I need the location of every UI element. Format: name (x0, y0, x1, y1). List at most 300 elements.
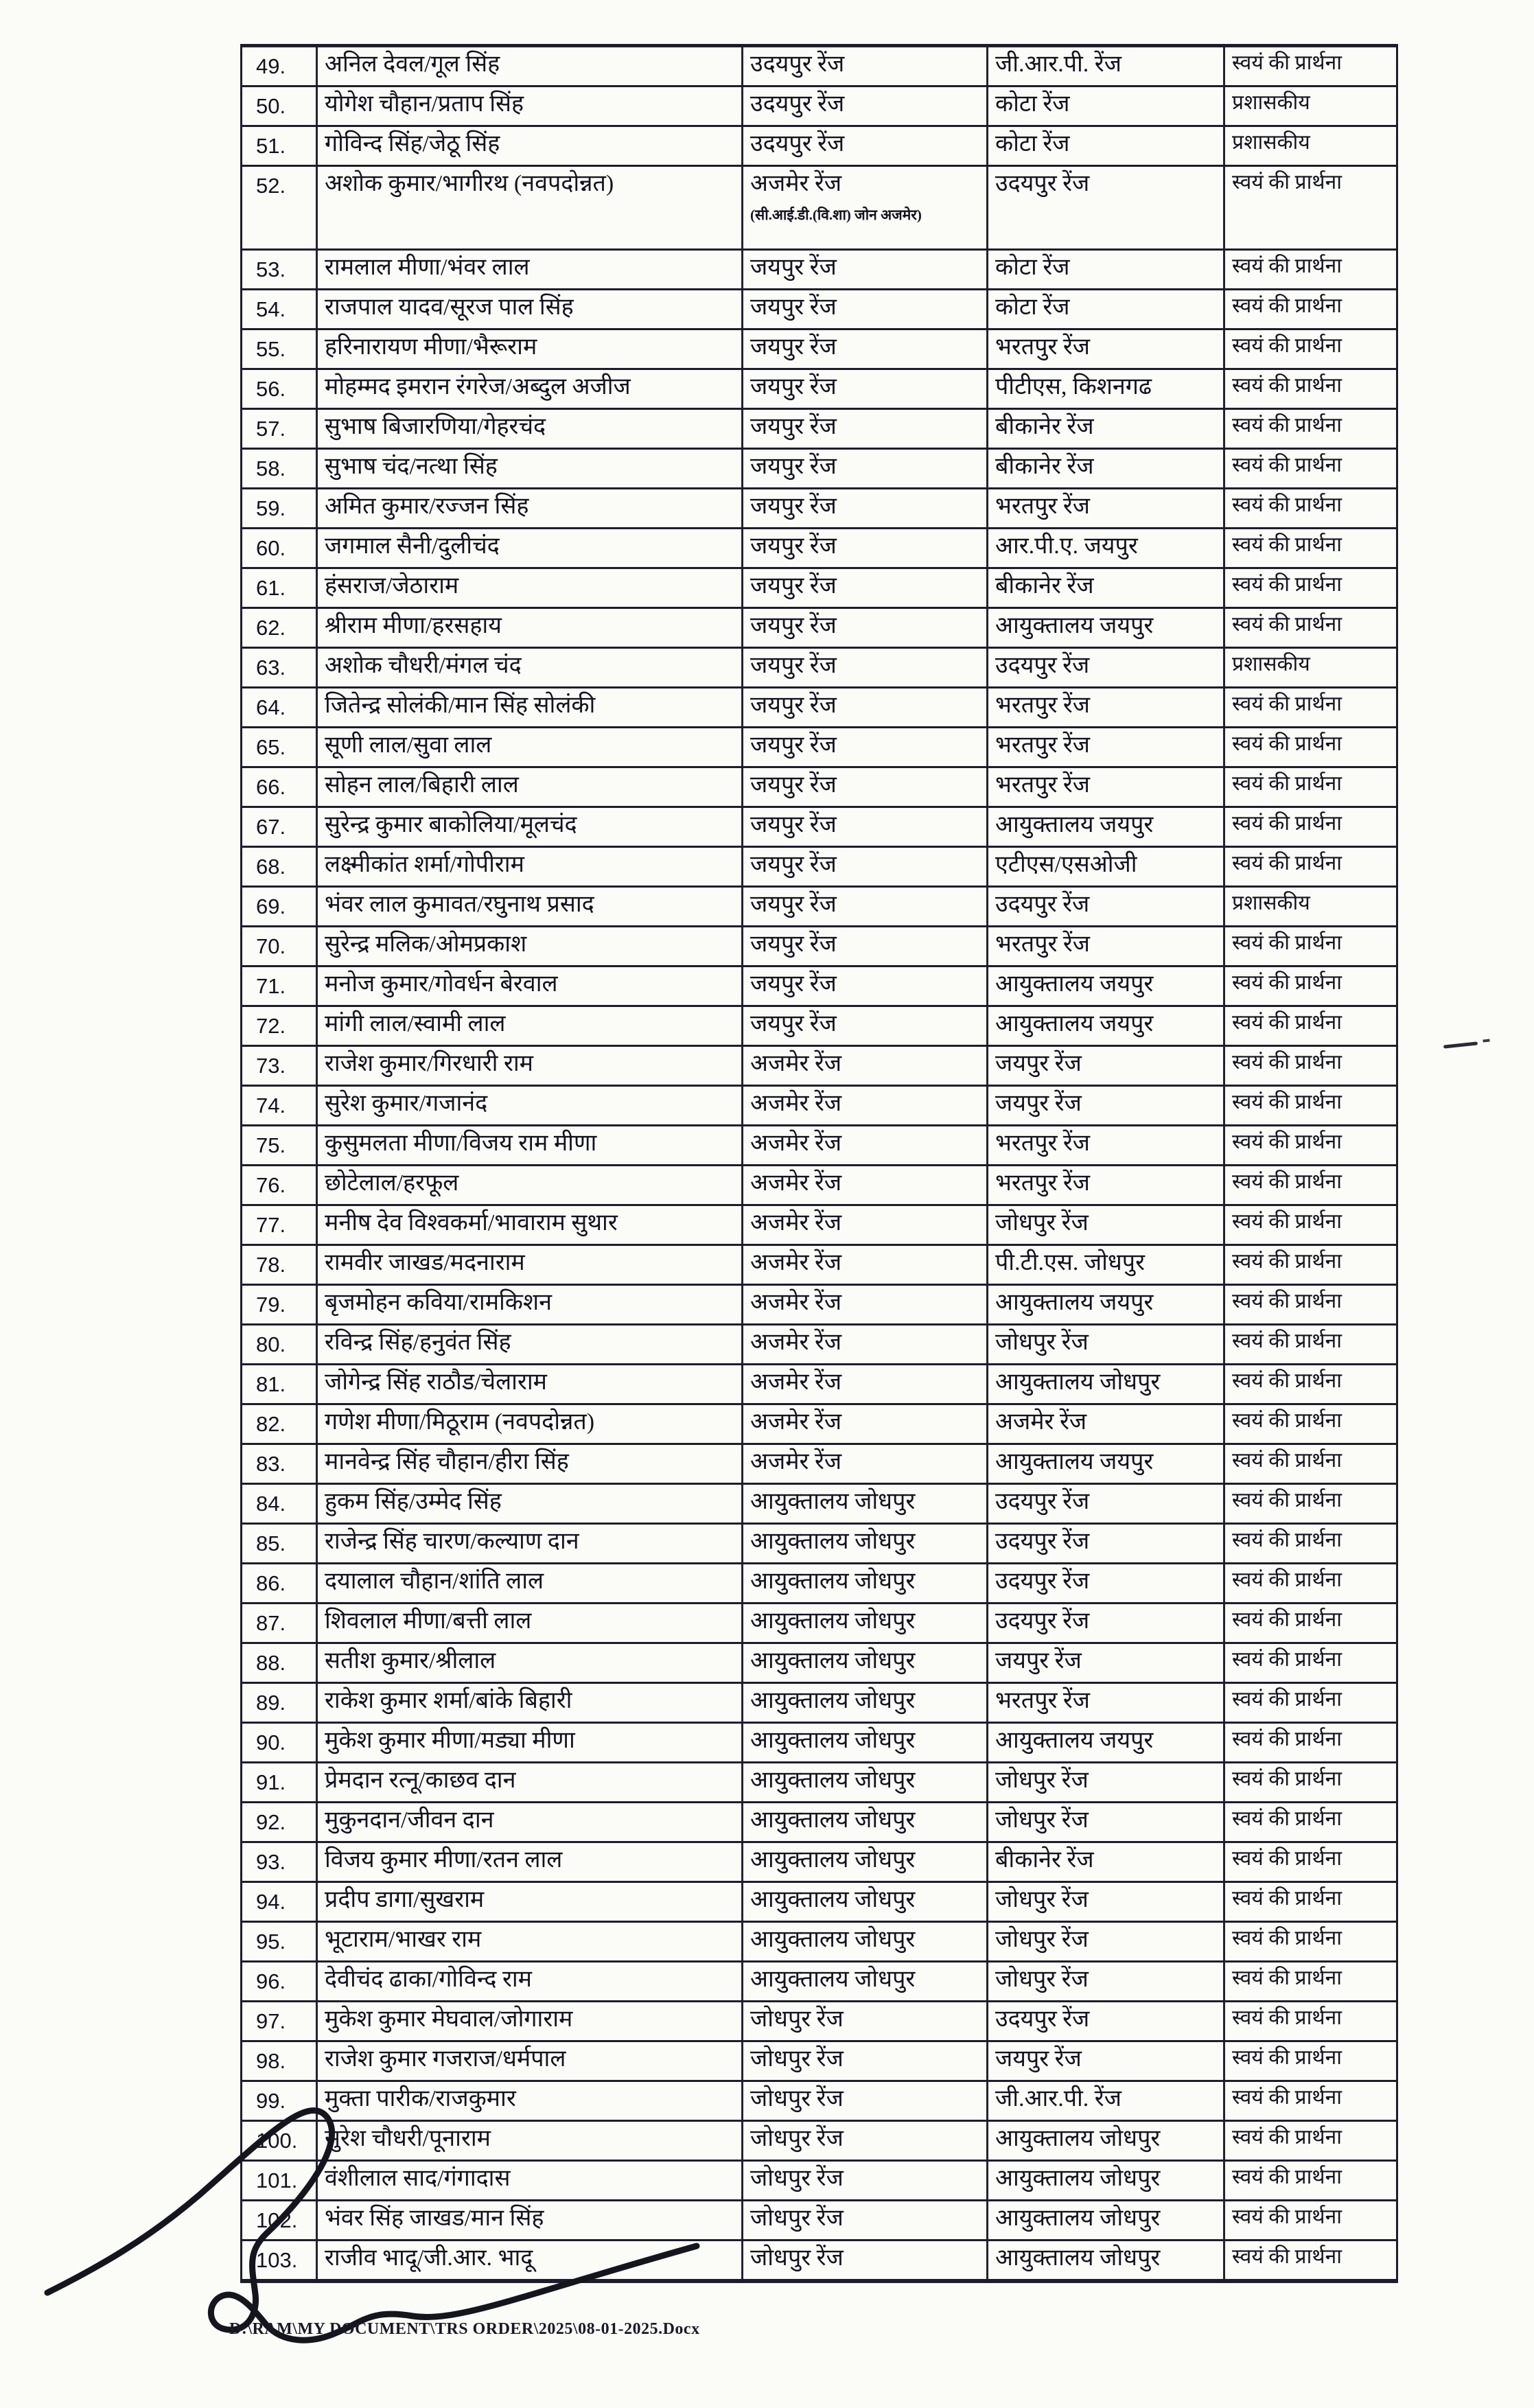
officer-name-cell: मुक्ता पारीक/राजकुमार (318, 2082, 743, 2120)
new-posting-cell: आयुक्तालय जोधपुर (988, 2122, 1225, 2160)
officer-name-cell: लक्ष्मीकांत शर्मा/गोपीराम (318, 848, 743, 885)
table-row (242, 1087, 1396, 1126)
current-posting-cell: आयुक्तालय जोधपुर (743, 1644, 988, 1682)
new-posting-cell: कोटा रेंज (988, 87, 1225, 125)
officer-name-cell: रविन्द्र सिंह/हनुवंत सिंह (318, 1325, 743, 1363)
transfer-reason-cell: स्वयं की प्रार्थना (1232, 1927, 1342, 1949)
table-row (242, 410, 1396, 450)
table-row (242, 2162, 1396, 2201)
table-row (242, 529, 1396, 569)
transfer-reason-cell: स्वयं की प्रार्थना (1232, 454, 1342, 476)
current-posting-cell: जयपुर रेंज (743, 927, 988, 965)
current-posting-cell: अजमेर रेंज (743, 1166, 988, 1204)
serial-number-cell: 51. (242, 127, 318, 165)
officer-name-cell: अशोक कुमार/भागीरथ (नवपदोन्नत) (318, 167, 743, 248)
transfer-reason-cell: स्वयं की प्रार्थना (1232, 772, 1342, 795)
table-row (242, 1365, 1396, 1405)
table-row (242, 569, 1396, 609)
current-posting-cell: आयुक्तालय जोधपुर (743, 1963, 988, 2000)
officer-name-cell: कुसुमलता मीणा/विजय राम मीणा (318, 1126, 743, 1164)
margin-pen-mark (1443, 1041, 1478, 1048)
new-posting-cell: अजमेर रेंज (988, 1405, 1225, 1443)
new-posting-cell: जयपुर रेंज (988, 1047, 1225, 1085)
table-row (242, 1166, 1396, 1206)
current-posting-cell: अजमेर रेंज (743, 1405, 988, 1443)
current-posting-cell: जोधपुर रेंज (743, 2241, 988, 2279)
transfer-reason-cell: प्रशासकीय (1232, 91, 1310, 114)
officer-name-cell: अमित कुमार/रज्जन सिंह (318, 489, 743, 527)
table-row (242, 1564, 1396, 1604)
serial-number-cell: 54. (242, 290, 318, 328)
new-posting-cell: भरतपुर रेंज (988, 927, 1225, 965)
new-posting-cell: बीकानेर रेंज (988, 569, 1225, 607)
officer-name-cell: सुभाष चंद/नत्था सिंह (318, 450, 743, 487)
officer-name-cell: अनिल देवल/गूल सिंह (318, 47, 743, 85)
transfer-reason-cell: स्वयं की प्रार्थना (1232, 573, 1342, 596)
serial-number-cell: 86. (242, 1564, 318, 1602)
transfer-reason-cell: स्वयं की प्रार्थना (1232, 1330, 1342, 1352)
current-posting-cell: आयुक्तालय जोधपुर (743, 1803, 988, 1841)
serial-number-cell: 93. (242, 1843, 318, 1881)
table-row (242, 609, 1396, 649)
current-posting-cell: अजमेर रेंज (सी.आई.डी.(वि.शा) जोन अजमेर) (743, 167, 988, 248)
transfer-reason-cell: स्वयं की प्रार्थना (1232, 1608, 1342, 1631)
new-posting-cell: उदयपुर रेंज (988, 1604, 1225, 1642)
current-posting-cell: जयपुर रेंज (743, 649, 988, 686)
transfer-reason-cell: स्वयं की प्रार्थना (1232, 171, 1342, 194)
table-row (242, 728, 1396, 768)
new-posting-cell: आयुक्तालय जयपुर (988, 967, 1225, 1005)
serial-number-cell: 98. (242, 2042, 318, 2080)
serial-number-cell: 80. (242, 1325, 318, 1363)
serial-number-cell: 49. (242, 47, 318, 85)
transfer-reason-cell: स्वयं की प्रार्थना (1232, 2086, 1342, 2109)
officer-name-cell: प्रदीप डागा/सुखराम (318, 1883, 743, 1921)
current-posting-cell: जयपुर रेंज (743, 728, 988, 766)
serial-number-cell: 76. (242, 1166, 318, 1204)
officer-name-cell: भंवर सिंह जाखड/मान सिंह (318, 2201, 743, 2239)
table-row (242, 1286, 1396, 1325)
posting-note: (सी.आई.डी.(वि.शा) जोन अजमेर) (750, 207, 922, 224)
serial-number-cell: 65. (242, 728, 318, 766)
new-posting-cell: जोधपुर रेंज (988, 1763, 1225, 1801)
table-row (242, 370, 1396, 410)
new-posting-cell: बीकानेर रेंज (988, 1843, 1225, 1881)
new-posting-cell: आयुक्तालय जोधपुर (988, 2201, 1225, 2239)
current-posting-cell: अजमेर रेंज (743, 1325, 988, 1363)
table-row (242, 649, 1396, 688)
transfer-reason-cell: प्रशासकीय (1232, 131, 1310, 154)
officer-name-cell: भूटाराम/भाखर राम (318, 1923, 743, 1960)
table-row (242, 489, 1396, 529)
current-posting-cell: जोधपुर रेंज (743, 2002, 988, 2040)
serial-number-cell: 103. (242, 2241, 318, 2279)
transfer-reason-cell: स्वयं की प्रार्थना (1232, 1768, 1342, 1790)
table-row (242, 450, 1396, 489)
officer-name-cell: मांगी लाल/स्वामी लाल (318, 1007, 743, 1045)
officer-name-cell: रामवीर जाखड/मदनाराम (318, 1246, 743, 1284)
serial-number-cell: 72. (242, 1007, 318, 1045)
new-posting-cell: कोटा रेंज (988, 290, 1225, 328)
officer-name-cell: राजेश कुमार/गिरधारी राम (318, 1047, 743, 1085)
serial-number-cell: 59. (242, 489, 318, 527)
new-posting-cell: आयुक्तालय जोधपुर (988, 1365, 1225, 1403)
new-posting-cell: उदयपुर रेंज (988, 2002, 1225, 2040)
serial-number-cell: 82. (242, 1405, 318, 1443)
officer-name-cell: राकेश कुमार शर्मा/बांके बिहारी (318, 1684, 743, 1722)
transfer-reason-cell: स्वयं की प्रार्थना (1232, 414, 1342, 437)
transfer-reason-cell: स्वयं की प्रार्थना (1232, 1648, 1342, 1671)
officer-name-cell: मानवेन्द्र सिंह चौहान/हीरा सिंह (318, 1445, 743, 1483)
table-row (242, 290, 1396, 330)
serial-number-cell: 68. (242, 848, 318, 885)
serial-number-cell: 56. (242, 370, 318, 408)
new-posting-cell: जोधपुर रेंज (988, 1963, 1225, 2000)
current-posting-cell: अजमेर रेंज (743, 1365, 988, 1403)
transfer-reason-cell: स्वयं की प्रार्थना (1232, 852, 1342, 875)
new-posting-cell: उदयपुर रेंज (988, 1525, 1225, 1562)
serial-number-cell: 102. (242, 2201, 318, 2239)
current-posting-cell: जयपुर रेंज (743, 251, 988, 288)
new-posting-cell: कोटा रेंज (988, 251, 1225, 288)
serial-number-cell: 101. (242, 2162, 318, 2199)
new-posting-cell: जोधपुर रेंज (988, 1883, 1225, 1921)
transfer-reason-cell: स्वयं की प्रार्थना (1232, 1290, 1342, 1312)
new-posting-cell: आयुक्तालय जयपुर (988, 1007, 1225, 1045)
transfer-reason-cell: स्वयं की प्रार्थना (1232, 1568, 1342, 1591)
current-posting-cell: जोधपुर रेंज (743, 2122, 988, 2160)
table-row (242, 808, 1396, 848)
officer-name-cell: राजेन्द्र सिंह चारण/कल्याण दान (318, 1525, 743, 1562)
serial-number-cell: 50. (242, 87, 318, 125)
table-row (242, 1963, 1396, 2002)
transfer-reason-cell: स्वयं की प्रार्थना (1232, 613, 1342, 636)
officer-name-cell: मनीष देव विश्वकर्मा/भावाराम सुथार (318, 1206, 743, 1244)
current-posting-cell: आयुक्तालय जोधपुर (743, 1684, 988, 1722)
new-posting-cell: भरतपुर रेंज (988, 768, 1225, 806)
table-row (242, 47, 1396, 87)
current-posting-cell: उदयपुर रेंज (743, 87, 988, 125)
officer-name-cell: दयालाल चौहान/शांति लाल (318, 1564, 743, 1602)
current-posting-cell: जयपुर रेंज (743, 609, 988, 647)
officer-name-cell: हंसराज/जेठाराम (318, 569, 743, 607)
current-posting-cell: आयुक्तालय जोधपुर (743, 1883, 988, 1921)
current-posting-cell: अजमेर रेंज (743, 1126, 988, 1164)
officer-name-cell: प्रेमदान रत्नू/काछव दान (318, 1763, 743, 1801)
transfer-reason-cell: स्वयं की प्रार्थना (1232, 255, 1342, 277)
officer-name-cell: रामलाल मीणा/भंवर लाल (318, 251, 743, 288)
table-row (242, 251, 1396, 290)
transfer-reason-cell: स्वयं की प्रार्थना (1232, 374, 1342, 397)
officer-name-cell: सुरेश कुमार/गजानंद (318, 1087, 743, 1124)
table-row (242, 1405, 1396, 1445)
table-row (242, 1206, 1396, 1246)
table-row (242, 1644, 1396, 1684)
table-row (242, 888, 1396, 927)
officer-name-cell: राजेश कुमार गजराज/धर्मपाल (318, 2042, 743, 2080)
transfer-reason-cell: स्वयं की प्रार्थना (1232, 1011, 1342, 1034)
current-posting-cell: अजमेर रेंज (743, 1445, 988, 1483)
transfer-reason-cell: स्वयं की प्रार्थना (1232, 1847, 1342, 1870)
serial-number-cell: 85. (242, 1525, 318, 1562)
table-row (242, 1126, 1396, 1166)
table-row (242, 1803, 1396, 1843)
transfer-reason-cell: स्वयं की प्रार्थना (1232, 931, 1342, 954)
transfer-reason-cell: स्वयं की प्रार्थना (1232, 2126, 1342, 2149)
transfer-reason-cell: स्वयं की प्रार्थना (1232, 1250, 1342, 1273)
officer-name-cell: गणेश मीणा/मिठूराम (नवपदोन्नत) (318, 1405, 743, 1443)
table-row (242, 688, 1396, 728)
table-row (242, 127, 1396, 167)
serial-number-cell: 91. (242, 1763, 318, 1801)
transfer-reason-cell: स्वयं की प्रार्थना (1232, 1369, 1342, 1392)
new-posting-cell: पी.टी.एस. जोधपुर (988, 1246, 1225, 1284)
file-path-footer: D:\RAM\MY DOCUMENT\TRS ORDER\2025\08-01-2025.Docx (229, 2320, 700, 2338)
serial-number-cell: 58. (242, 450, 318, 487)
current-posting-cell: उदयपुर रेंज (743, 47, 988, 85)
table-row (242, 87, 1396, 127)
serial-number-cell: 71. (242, 967, 318, 1005)
new-posting-cell: जयपुर रेंज (988, 1087, 1225, 1124)
transfer-reason-cell: स्वयं की प्रार्थना (1232, 1210, 1342, 1233)
table-row (242, 1763, 1396, 1803)
transfer-reason-cell: स्वयं की प्रार्थना (1232, 1409, 1342, 1432)
current-posting-cell: जयपुर रेंज (743, 290, 988, 328)
current-posting-cell: अजमेर रेंज (743, 1047, 988, 1085)
new-posting-cell: उदयपुर रेंज (988, 1485, 1225, 1523)
officer-name-cell: हुकम सिंह/उम्मेद सिंह (318, 1485, 743, 1523)
officer-name-cell: विजय कुमार मीणा/रतन लाल (318, 1843, 743, 1881)
officer-name-cell: जोगेन्द्र सिंह राठौड/चेलाराम (318, 1365, 743, 1403)
new-posting-cell: बीकानेर रेंज (988, 450, 1225, 487)
new-posting-cell: बीकानेर रेंज (988, 410, 1225, 448)
officer-name-cell: मनोज कुमार/गोवर्धन बेरवाल (318, 967, 743, 1005)
new-posting-cell: आर.पी.ए. जयपुर (988, 529, 1225, 567)
table-row (242, 1007, 1396, 1047)
new-posting-cell: उदयपुर रेंज (988, 649, 1225, 686)
serial-number-cell: 87. (242, 1604, 318, 1642)
table-row (242, 1923, 1396, 1963)
new-posting-cell: उदयपुर रेंज (988, 1564, 1225, 1602)
current-posting-cell: जयपुर रेंज (743, 1007, 988, 1045)
table-row (242, 1047, 1396, 1087)
officer-name-cell: सुरेन्द्र मलिक/ओमप्रकाश (318, 927, 743, 965)
current-posting-cell: जयपुर रेंज (743, 569, 988, 607)
officer-name-cell: मोहम्मद इमरान रंगरेज/अब्दुल अजीज (318, 370, 743, 408)
new-posting-cell: उदयपुर रेंज (988, 167, 1225, 248)
new-posting-cell: जोधपुर रेंज (988, 1923, 1225, 1960)
table-row (242, 1604, 1396, 1644)
table-row (242, 330, 1396, 370)
new-posting-cell: भरतपुर रेंज (988, 1166, 1225, 1204)
officer-name-cell: मुकेश कुमार मेघवाल/जोगाराम (318, 2002, 743, 2040)
officer-name-cell: हरिनारायण मीणा/भैरूराम (318, 330, 743, 368)
serial-number-cell: 52. (242, 167, 318, 248)
current-posting-cell: अजमेर रेंज (743, 1286, 988, 1323)
transfer-reason-cell: स्वयं की प्रार्थना (1232, 971, 1342, 994)
current-posting-cell: जयपुर रेंज (743, 768, 988, 806)
officer-name-cell: मुकेश कुमार मीणा/मड्या मीणा (318, 1724, 743, 1761)
transfer-reason-cell: स्वयं की प्रार्थना (1232, 1449, 1342, 1472)
serial-number-cell: 81. (242, 1365, 318, 1403)
serial-number-cell: 99. (242, 2082, 318, 2120)
serial-number-cell: 75. (242, 1126, 318, 1164)
table-row (242, 768, 1396, 808)
serial-number-cell: 73. (242, 1047, 318, 1085)
current-posting-cell: आयुक्तालय जोधपुर (743, 1564, 988, 1602)
transfer-reason-cell: स्वयं की प्रार्थना (1232, 334, 1342, 357)
transfer-reason-cell: स्वयं की प्रार्थना (1232, 1091, 1342, 1113)
new-posting-cell: जयपुर रेंज (988, 2042, 1225, 2080)
officer-name-cell: सुभाष बिजारणिया/गेहरचंद (318, 410, 743, 448)
officer-name-cell: छोटेलाल/हरफूल (318, 1166, 743, 1204)
serial-number-cell: 64. (242, 688, 318, 726)
serial-number-cell: 57. (242, 410, 318, 448)
officer-name-cell: देवीचंद ढाका/गोविन्द राम (318, 1963, 743, 2000)
table-row (242, 1525, 1396, 1564)
transfer-reason-cell: स्वयं की प्रार्थना (1232, 294, 1342, 317)
table-row (242, 2082, 1396, 2122)
transfer-reason-cell: स्वयं की प्रार्थना (1232, 1529, 1342, 1551)
new-posting-cell: आयुक्तालय जयपुर (988, 609, 1225, 647)
transfer-reason-cell: स्वयं की प्रार्थना (1232, 2245, 1342, 2268)
current-posting-cell: जयपुर रेंज (743, 529, 988, 567)
officer-name-cell: गोविन्द सिंह/जेठू सिंह (318, 127, 743, 165)
officer-name-cell: सूणी लाल/सुवा लाल (318, 728, 743, 766)
new-posting-cell: आयुक्तालय जयपुर (988, 1445, 1225, 1483)
transfer-reason-cell: स्वयं की प्रार्थना (1232, 51, 1342, 74)
table-row (242, 2002, 1396, 2042)
serial-number-cell: 90. (242, 1724, 318, 1761)
table-row (242, 1445, 1396, 1485)
transfer-reason-cell: स्वयं की प्रार्थना (1232, 732, 1342, 755)
new-posting-cell: भरतपुर रेंज (988, 330, 1225, 368)
current-posting-cell: जयपुर रेंज (743, 410, 988, 448)
serial-number-cell: 61. (242, 569, 318, 607)
serial-number-cell: 60. (242, 529, 318, 567)
transfer-reason-cell: स्वयं की प्रार्थना (1232, 1489, 1342, 1512)
current-posting-cell: जोधपुर रेंज (743, 2162, 988, 2199)
serial-number-cell: 97. (242, 2002, 318, 2040)
serial-number-cell: 74. (242, 1087, 318, 1124)
serial-number-cell: 92. (242, 1803, 318, 1841)
transfer-reason-cell: स्वयं की प्रार्थना (1232, 1170, 1342, 1193)
table-row (242, 2122, 1396, 2162)
table-row (242, 1485, 1396, 1525)
table-row (242, 1883, 1396, 1923)
current-posting-cell: जयपुर रेंज (743, 888, 988, 925)
transfer-reason-cell: स्वयं की प्रार्थना (1232, 2206, 1342, 2228)
new-posting-cell: जोधपुर रेंज (988, 1206, 1225, 1244)
new-posting-cell: उदयपुर रेंज (988, 888, 1225, 925)
new-posting-cell: भरतपुर रेंज (988, 1126, 1225, 1164)
serial-number-cell: 83. (242, 1445, 318, 1483)
new-posting-cell: पीटीएस, किशनगढ (988, 370, 1225, 408)
current-posting-cell: जोधपुर रेंज (743, 2082, 988, 2120)
serial-number-cell: 53. (242, 251, 318, 288)
current-posting-cell: जयपुर रेंज (743, 808, 988, 846)
serial-number-cell: 96. (242, 1963, 318, 2000)
current-posting-cell: उदयपुर रेंज (743, 127, 988, 165)
new-posting-cell: जोधपुर रेंज (988, 1325, 1225, 1363)
serial-number-cell: 70. (242, 927, 318, 965)
transfer-reason-cell: स्वयं की प्रार्थना (1232, 1807, 1342, 1830)
transfer-reason-cell: स्वयं की प्रार्थना (1232, 1887, 1342, 1910)
transfer-reason-cell: स्वयं की प्रार्थना (1232, 1967, 1342, 1989)
transfer-reason-cell: स्वयं की प्रार्थना (1232, 1131, 1342, 1153)
current-posting-cell: जयपुर रेंज (743, 370, 988, 408)
new-posting-cell: जयपुर रेंज (988, 1644, 1225, 1682)
current-posting-cell: जोधपुर रेंज (743, 2201, 988, 2239)
current-posting-cell: अजमेर रेंज (743, 1246, 988, 1284)
current-posting-cell: जयपुर रेंज (743, 450, 988, 487)
current-posting-cell: जयपुर रेंज (743, 848, 988, 885)
table-row (242, 2201, 1396, 2241)
transfer-reason-cell: स्वयं की प्रार्थना (1232, 533, 1342, 556)
new-posting-cell: आयुक्तालय जोधपुर (988, 2241, 1225, 2279)
current-posting-cell: जोधपुर रेंज (743, 2042, 988, 2080)
officer-name-cell: राजीव भादू/जी.आर. भादू (318, 2241, 743, 2279)
serial-number-cell: 77. (242, 1206, 318, 1244)
officer-name-cell: भंवर लाल कुमावत/रघुनाथ प्रसाद (318, 888, 743, 925)
transfer-reason-cell: स्वयं की प्रार्थना (1232, 1688, 1342, 1711)
serial-number-cell: 79. (242, 1286, 318, 1323)
new-posting-cell: भरतपुर रेंज (988, 688, 1225, 726)
officer-name-cell: अशोक चौधरी/मंगल चंद (318, 649, 743, 686)
transfer-reason-cell: स्वयं की प्रार्थना (1232, 812, 1342, 835)
new-posting-cell: आयुक्तालय जयपुर (988, 1286, 1225, 1323)
officer-name-cell: वंशीलाल साद/गंगादास (318, 2162, 743, 2199)
serial-number-cell: 88. (242, 1644, 318, 1682)
table-row (242, 1843, 1396, 1883)
table-row (242, 1684, 1396, 1724)
current-posting-cell: जयपुर रेंज (743, 330, 988, 368)
table-row (242, 2042, 1396, 2082)
transfer-reason-cell: प्रशासकीय (1232, 892, 1310, 914)
officer-name-cell: जितेन्द्र सोलंकी/मान सिंह सोलंकी (318, 688, 743, 726)
serial-number-cell: 89. (242, 1684, 318, 1722)
serial-number-cell: 66. (242, 768, 318, 806)
new-posting-cell: भरतपुर रेंज (988, 1684, 1225, 1722)
current-posting-cell: आयुक्तालय जोधपुर (743, 1763, 988, 1801)
officer-name-cell: जगमाल सैनी/दुलीचंद (318, 529, 743, 567)
table-row (242, 848, 1396, 888)
new-posting-cell: जी.आर.पी. रेंज (988, 2082, 1225, 2120)
officer-name-cell: सोहन लाल/बिहारी लाल (318, 768, 743, 806)
current-posting-cell: आयुक्तालय जोधपुर (743, 1485, 988, 1523)
officer-name-cell: सतीश कुमार/श्रीलाल (318, 1644, 743, 1682)
current-posting-cell: आयुक्तालय जोधपुर (743, 1724, 988, 1761)
transfer-order-table (240, 44, 1398, 2283)
officer-name-cell: राजपाल यादव/सूरज पाल सिंह (318, 290, 743, 328)
serial-number-cell: 67. (242, 808, 318, 846)
new-posting-cell: भरतपुर रेंज (988, 728, 1225, 766)
officer-name-cell: सुरेश चौधरी/पूनाराम (318, 2122, 743, 2160)
officer-name-cell: मुकुनदान/जीवन दान (318, 1803, 743, 1841)
transfer-reason-cell: स्वयं की प्रार्थना (1232, 1728, 1342, 1750)
serial-number-cell: 78. (242, 1246, 318, 1284)
current-posting-cell: आयुक्तालय जोधपुर (743, 1843, 988, 1881)
officer-name-cell: बृजमोहन कविया/रामकिशन (318, 1286, 743, 1323)
new-posting-cell: जोधपुर रेंज (988, 1803, 1225, 1841)
transfer-reason-cell: स्वयं की प्रार्थना (1232, 494, 1342, 516)
current-posting-cell: जयपुर रेंज (743, 489, 988, 527)
table-row (242, 1724, 1396, 1763)
serial-number-cell: 69. (242, 888, 318, 925)
table-row (242, 927, 1396, 967)
serial-number-cell: 55. (242, 330, 318, 368)
transfer-reason-cell: प्रशासकीय (1232, 653, 1310, 675)
